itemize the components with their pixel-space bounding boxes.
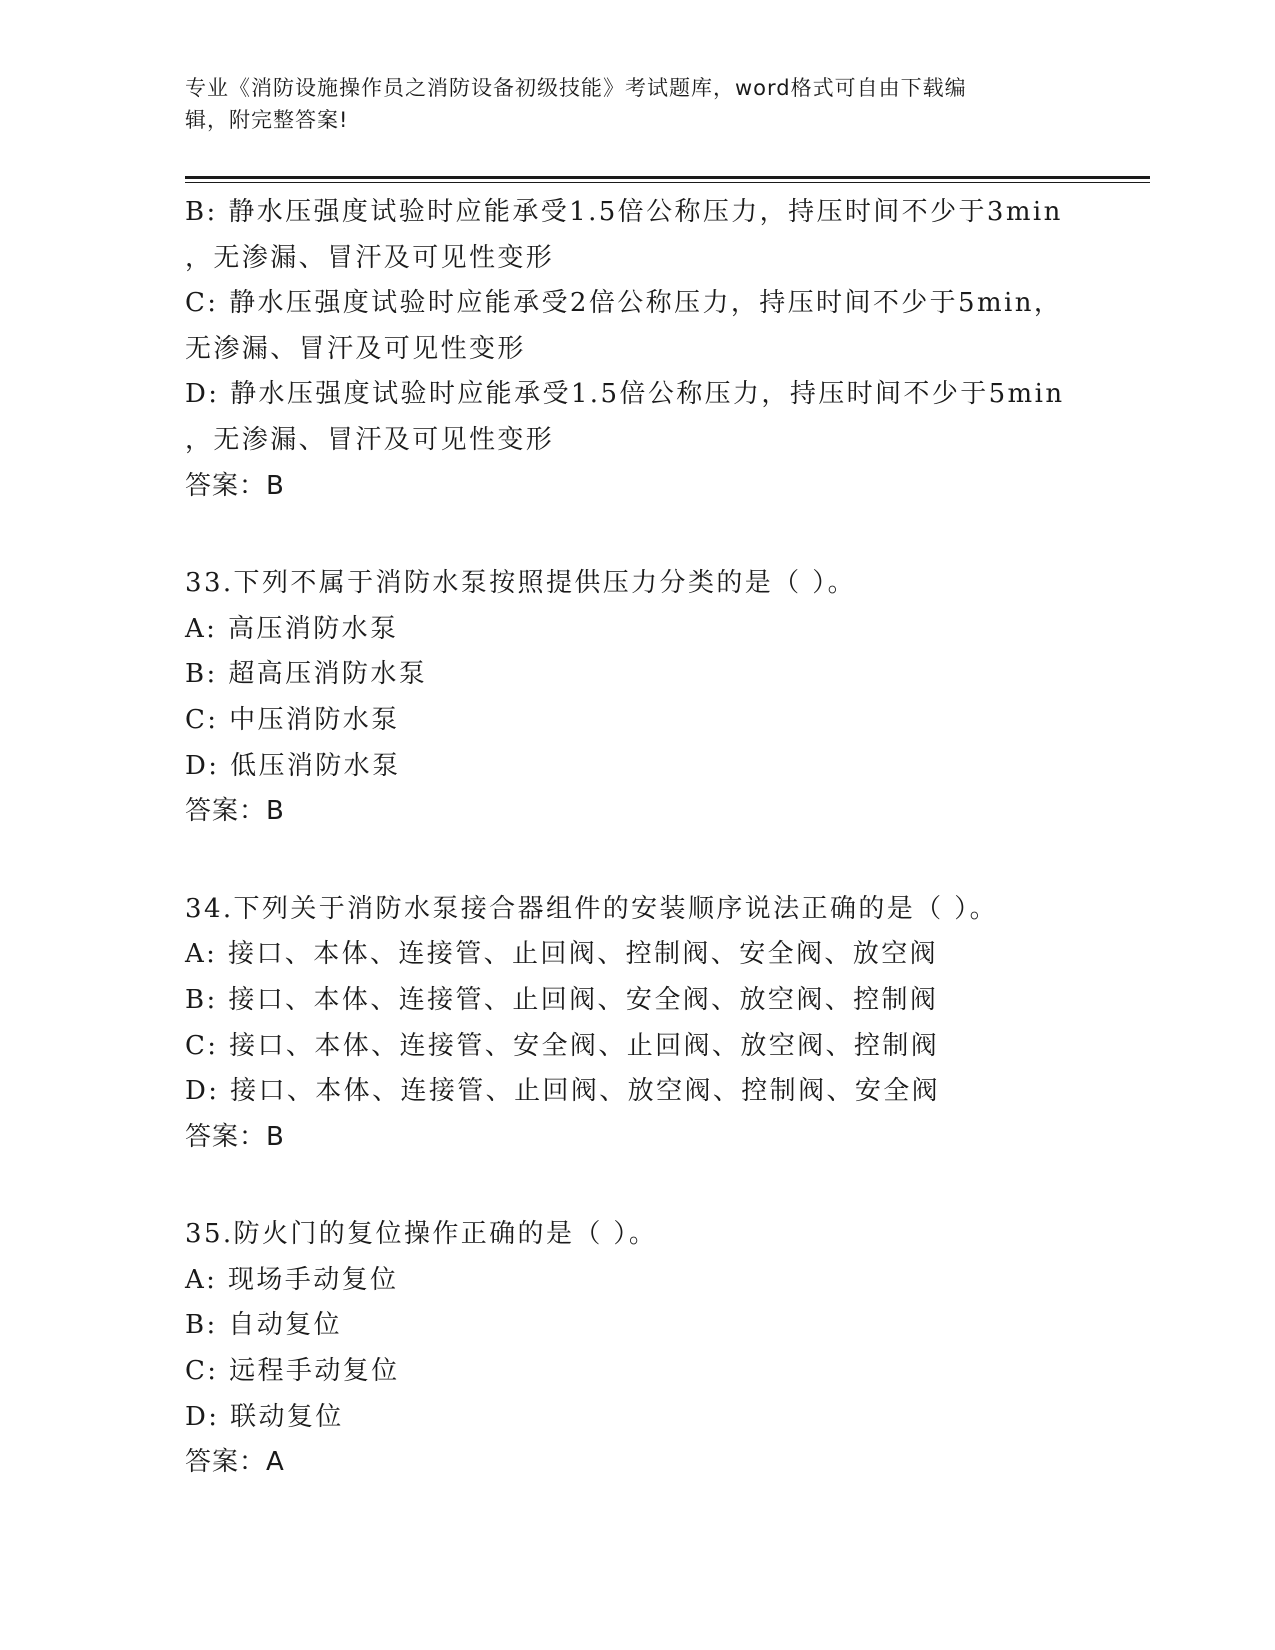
option-text-line: ，无渗漏、冒汗及可见性变形 (185, 242, 555, 273)
option-c: C: 接口、本体、连接管、安全阀、止回阀、放空阀、控制阀 (185, 1030, 940, 1061)
option-text-line: D: 静水压强度试验时应能承受1.5倍公称压力，持压时间不少于5min (185, 379, 1065, 410)
question-text: 35.防火门的复位操作正确的是（ ）。 (185, 1219, 658, 1250)
option-d: D: 联动复位 (185, 1401, 344, 1432)
answer-line: 答案：A (185, 1447, 285, 1478)
option-text-line: ，无渗漏、冒汗及可见性变形 (185, 424, 555, 455)
option-a: A: 高压消防水泵 (185, 613, 399, 644)
question-35 (185, 1212, 1085, 1486)
option-text-line: 无渗漏、冒汗及可见性变形 (185, 333, 526, 364)
option-text-line: C: 静水压强度试验时应能承受2倍公称压力，持压时间不少于5min， (185, 288, 1063, 319)
answer-line: 答案：B (185, 796, 285, 827)
header-line-2: 辑，附完整答案! (185, 108, 349, 132)
header-divider-thick (185, 176, 1150, 179)
question-text: 33.下列不属于消防水泵按照提供压力分类的是（ ）。 (185, 568, 857, 599)
option-d: D: 低压消防水泵 (185, 750, 401, 781)
question-content (185, 190, 1085, 1486)
document-header (185, 72, 1085, 136)
question-32-continuation (185, 190, 1085, 509)
question-text: 34.下列关于消防水泵接合器组件的安装顺序说法正确的是（ ）。 (185, 893, 999, 924)
option-text-line: B: 静水压强度试验时应能承受1.5倍公称压力，持压时间不少于3min (185, 197, 1063, 227)
question-34 (185, 887, 1085, 1161)
header-divider-thin (185, 182, 1150, 183)
option-a: A: 接口、本体、连接管、止回阀、控制阀、安全阀、放空阀 (185, 939, 939, 970)
option-b: B: 自动复位 (185, 1310, 342, 1341)
option-d: D: 接口、本体、连接管、止回阀、放空阀、控制阀、安全阀 (185, 1076, 941, 1107)
option-b: B: 接口、本体、连接管、止回阀、安全阀、放空阀、控制阀 (185, 984, 939, 1015)
option-a: A: 现场手动复位 (185, 1264, 399, 1295)
question-33 (185, 561, 1085, 835)
answer-line: 答案：B (185, 1121, 285, 1152)
option-c: C: 中压消防水泵 (185, 704, 400, 735)
answer-line: 答案：B (185, 470, 285, 501)
header-line-1: 专业《消防设施操作员之消防设备初级技能》考试题库，word格式可自由下载编 (185, 76, 967, 100)
option-b: B: 超高压消防水泵 (185, 659, 428, 690)
option-c: C: 远程手动复位 (185, 1356, 400, 1387)
